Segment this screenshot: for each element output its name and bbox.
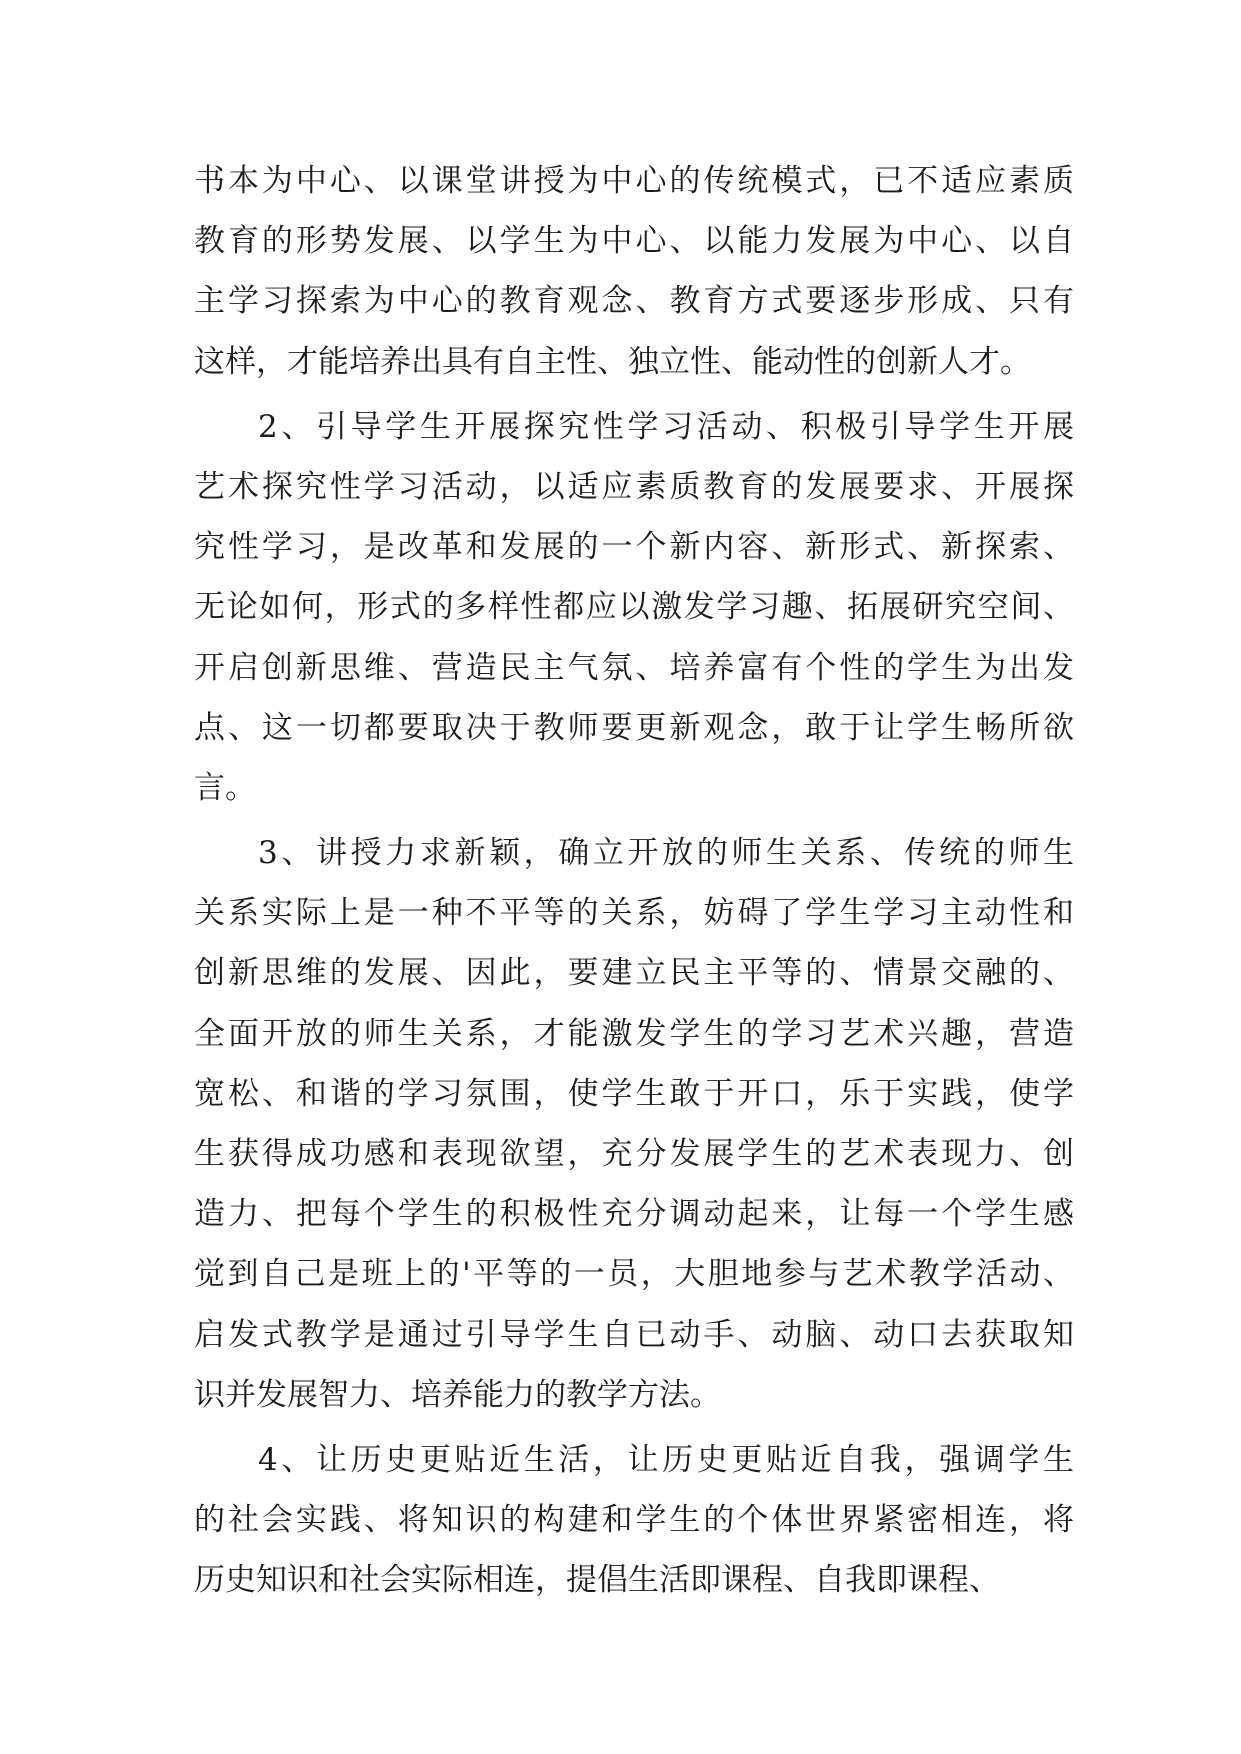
text-line: 宽松、和谐的学习氛围，使学生敢于开口，乐于实践，使学 [194,1075,1074,1112]
paragraph [194,151,1074,392]
document-body [194,151,1074,1611]
text-line: 觉到自己是班上的'平等的一员，大胆地参与艺术教学活动、 [194,1256,1074,1293]
text-line: 启发式教学是通过引导学生自已动手、动脑、动口去获取知 [194,1316,1074,1353]
text-line: 历史知识和社会实际相连，提倡生活即课程、自我即课程、 [194,1562,1000,1599]
text-line: 造力、把每个学生的积极性充分调动起来，让每一个学生感 [194,1196,1074,1233]
text-line: 生获得成功感和表现欲望，充分发展学生的艺术表现力、创 [194,1136,1074,1172]
text-line: 的社会实践、将知识的构建和学生的个体世界紧密相连，将 [194,1502,1074,1539]
text-line: 识并发展智力、培养能力的教学方法。 [194,1376,721,1413]
text-line: 点、这一切都要取决于教师要更新观念，敢于让学生畅所欲 [194,709,1074,746]
paragraph [194,397,1074,818]
text-line: 3、讲授力求新颖，确立开放的师生关系、传统的师生 [258,835,1074,872]
text-line: 开启创新思维、营造民主气氛、培养富有个性的学生为出发 [194,649,1074,686]
text-line: 教育的形势发展、以学生为中心、以能力发展为中心、以自 [194,223,1074,260]
text-line: 关系实际上是一种不平等的关系，妨碍了学生学习主动性和 [194,895,1074,932]
text-line: 言。 [194,769,256,806]
text-line: 2、引导学生开展探究性学习活动、积极引导学生开展 [258,408,1074,445]
text-line: 无论如何，形式的多样性都应以激发学习趣、拓展研究空间、 [194,589,1074,626]
text-line: 创新思维的发展、因此，要建立民主平等的、情景交融的、 [194,955,1074,992]
paragraph [194,823,1074,1425]
text-line: 这样，才能培养出具有自主性、独立性、能动性的创新人才。 [194,343,1031,380]
text-line: 主学习探索为中心的教育观念、教育方式要逐步形成、只有 [194,283,1074,320]
text-line: 4、让历史更贴近生活，让历史更贴近自我，强调学生 [258,1441,1074,1478]
paragraph [194,1430,1074,1611]
text-line: 究性学习，是改革和发展的一个新内容、新形式、新探索、 [194,529,1074,566]
text-line: 全面开放的师生关系，才能激发学生的学习艺术兴趣，营造 [194,1015,1074,1052]
text-line: 艺术探究性学习活动，以适应素质教育的发展要求、开展探 [194,468,1074,505]
text-line: 书本为中心、以课堂讲授为中心的传统模式，已不适应素质 [194,163,1074,199]
